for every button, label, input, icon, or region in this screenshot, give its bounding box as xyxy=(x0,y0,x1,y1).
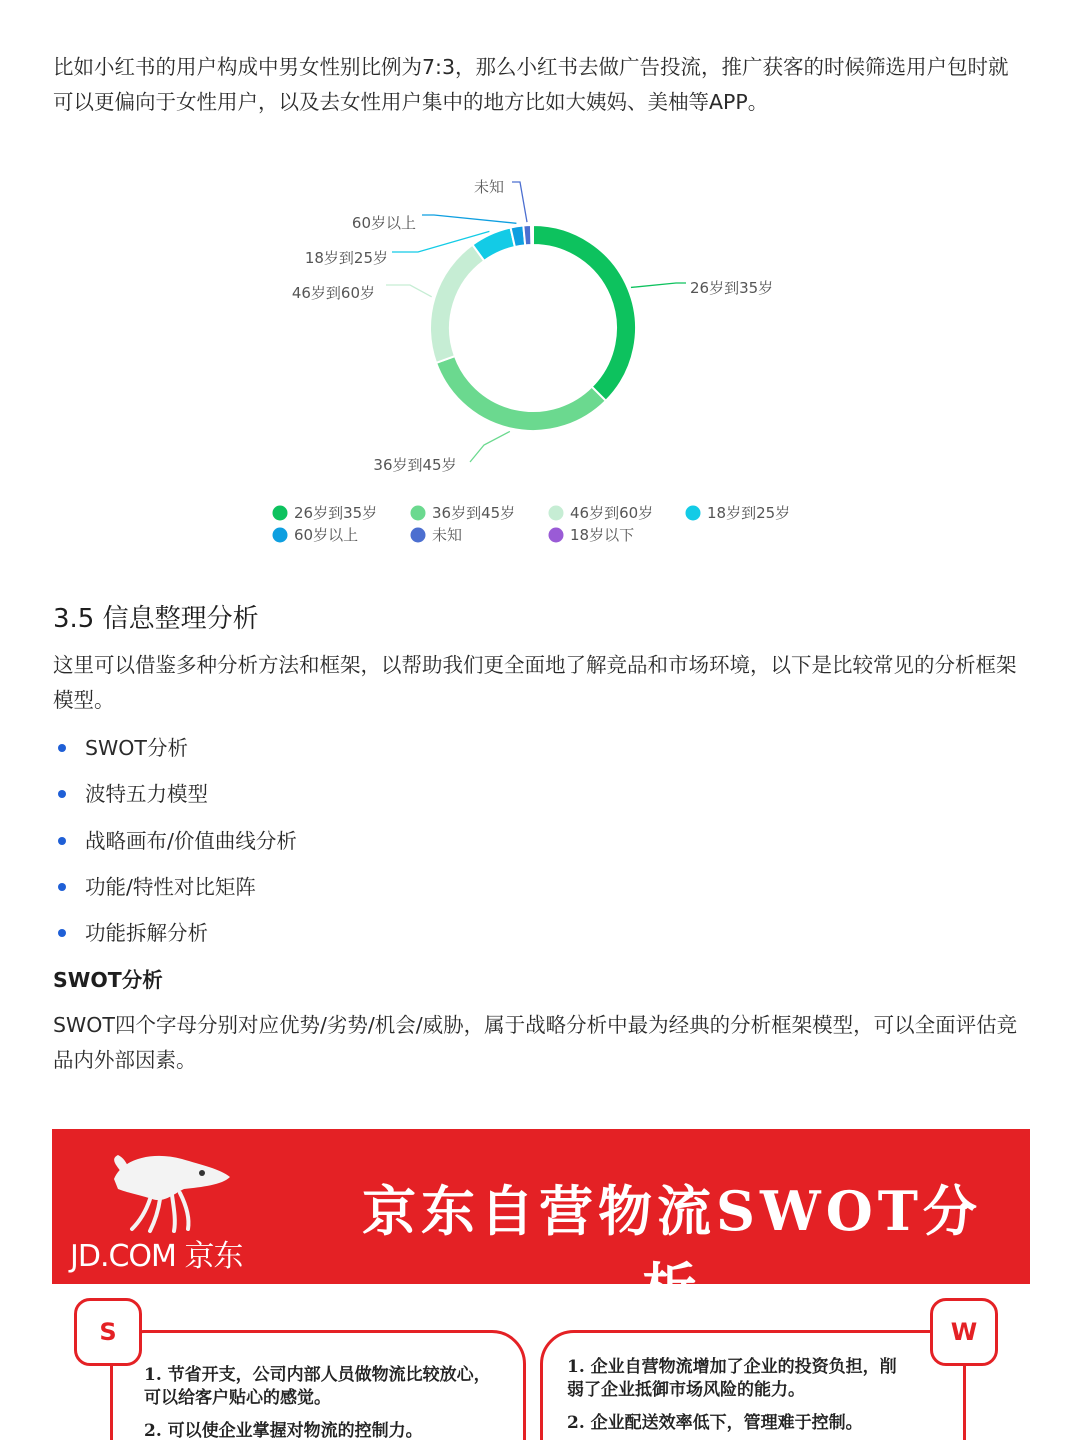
strengths-tag: S xyxy=(74,1298,142,1366)
callout-label: 46岁到60岁 xyxy=(291,284,375,302)
swot-paragraph: SWOT四个字母分别对应优势/劣势/机会/威胁，属于战略分析中最为经典的分析框架模型，可以全面评估竞品内外部因素。 xyxy=(53,1013,1018,1072)
legend-label: 18岁到25岁 xyxy=(707,504,791,522)
legend-item[interactable] xyxy=(411,504,516,522)
legend-swatch xyxy=(686,506,701,521)
legend-item[interactable] xyxy=(686,504,791,522)
strength-line: 可以给客户贴心的感觉。 xyxy=(144,1388,331,1408)
legend-label: 未知 xyxy=(432,526,463,544)
weakness-line: 1. 企业自营物流增加了企业的投资负担，削 xyxy=(567,1357,897,1377)
weakness-line: 2. 企业配送效率低下，管理难于控制。 xyxy=(567,1413,863,1433)
section-title: 3.5 信息整理分析 xyxy=(53,604,259,634)
list-item xyxy=(53,730,297,776)
donut-slice xyxy=(430,245,484,363)
weakness-line: 弱了企业抵御市场风险的能力。 xyxy=(567,1380,805,1400)
callout-label: 18岁到25岁 xyxy=(304,249,388,267)
age-donut-chart xyxy=(0,160,1080,560)
strength-line: 1. 节省开支，公司内部人员做物流比较放心， xyxy=(144,1365,491,1385)
strength-line: 2. 可以使企业掌握对物流的控制力。 xyxy=(144,1421,423,1440)
list-item-label: 功能拆解分析 xyxy=(85,921,208,946)
callout-leader-line xyxy=(631,283,686,287)
intro-paragraph: 比如小红书的用户构成中男女性别比例为7:3，那么小红书去做广告投流，推广获客的时候筛选用户包时就可以更偏向于女性用户，以及去女性用户集中的地方比如大姨妈、美柚等APP。 xyxy=(53,55,1009,114)
callout-label: 未知 xyxy=(473,178,504,196)
legend-item[interactable] xyxy=(273,526,359,544)
list-item xyxy=(53,915,297,961)
section-paragraph: 这里可以借鉴多种分析方法和框架，以帮助我们更全面地了解竞品和市场环境，以下是比较常见的分析框架模型。 xyxy=(53,653,1017,712)
jd-logo-text: JD.COM 京东 xyxy=(70,1239,243,1274)
legend-swatch xyxy=(273,528,288,543)
legend-item[interactable] xyxy=(549,504,654,522)
list-item xyxy=(53,823,297,869)
list-item-label: 波特五力模型 xyxy=(85,782,208,807)
legend-label: 18岁以下 xyxy=(570,526,635,544)
legend-item[interactable] xyxy=(273,504,378,522)
bullet-icon xyxy=(58,837,66,845)
legend-swatch xyxy=(411,506,426,521)
legend-item[interactable] xyxy=(549,526,635,544)
swot-heading: SWOT分析 xyxy=(53,968,163,992)
legend-label: 60岁以上 xyxy=(294,526,359,544)
list-item-label: 战略画布/价值曲线分析 xyxy=(85,828,297,853)
legend-label: 36岁到45岁 xyxy=(432,504,516,522)
callout-label: 60岁以上 xyxy=(351,214,416,232)
donut-slice xyxy=(531,225,533,245)
swot-image-banner xyxy=(52,1129,1030,1284)
callout-leader-line xyxy=(386,285,432,297)
callout-label: 36岁到45岁 xyxy=(373,456,457,474)
legend-swatch xyxy=(549,506,564,521)
swot-image-body xyxy=(52,1284,1030,1440)
swot-image-title: 京东自营物流SWOT分 xyxy=(362,1179,982,1243)
legend-swatch xyxy=(549,528,564,543)
weaknesses-tag: W xyxy=(930,1298,998,1366)
legend-label: 26岁到35岁 xyxy=(294,504,378,522)
donut-slice xyxy=(436,356,606,431)
bullet-icon xyxy=(58,929,66,937)
framework-list xyxy=(53,730,297,961)
list-item xyxy=(53,869,297,915)
callout-leader-line xyxy=(422,215,516,223)
bullet-icon xyxy=(58,883,66,891)
legend-swatch xyxy=(411,528,426,543)
legend-item[interactable] xyxy=(411,526,463,544)
list-item-label: 功能/特性对比矩阵 xyxy=(85,874,256,899)
list-item-label: SWOT分析 xyxy=(85,736,188,760)
bullet-icon xyxy=(58,744,66,752)
callout-leader-line xyxy=(512,182,527,222)
callout-leader-line xyxy=(470,431,510,462)
bullet-icon xyxy=(58,790,66,798)
donut-slice xyxy=(533,225,636,401)
legend-swatch xyxy=(273,506,288,521)
list-item xyxy=(53,776,297,822)
callout-label: 26岁到35岁 xyxy=(690,279,774,297)
legend-label: 46岁到60岁 xyxy=(570,504,654,522)
